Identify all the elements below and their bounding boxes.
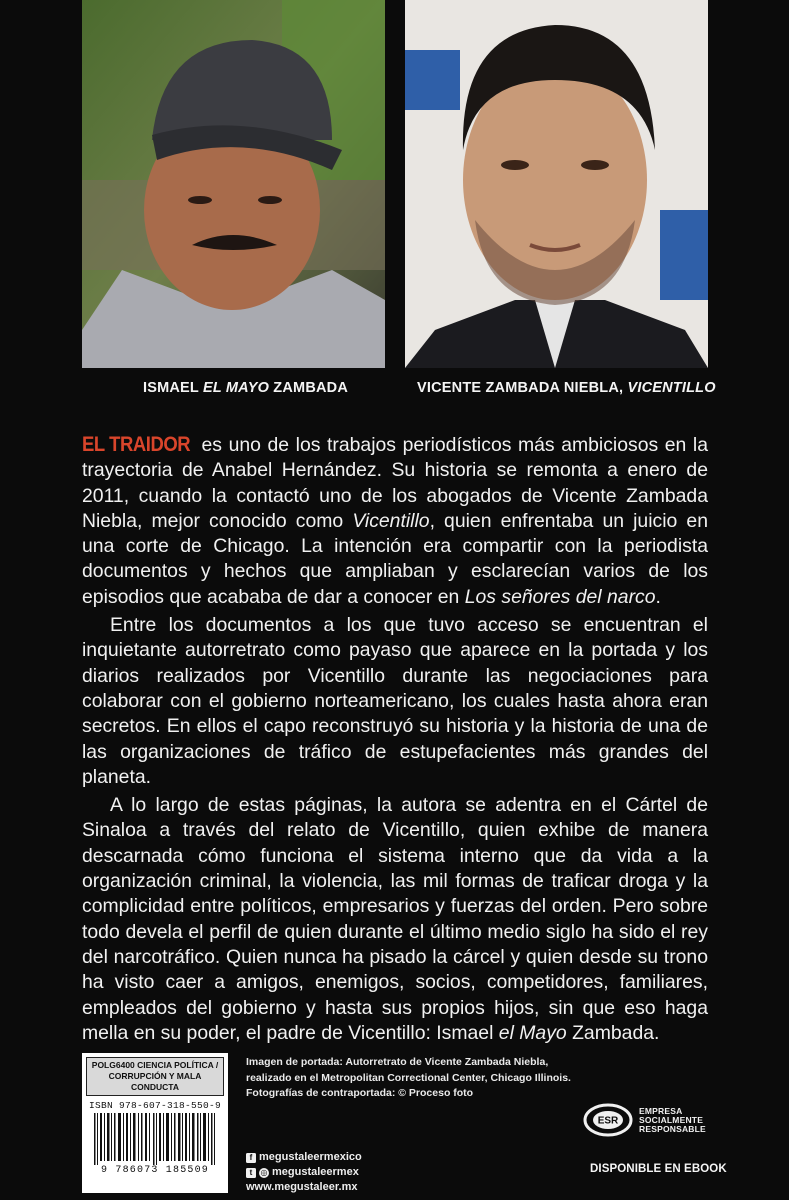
photo-ismael-zambada — [82, 0, 385, 368]
synopsis-paragraph-2: Entre los documentos a los que tuvo acceso se encuentran el inquietante autorretrato como payaso que aparece en la portada y los diarios realizados por Vicentillo durante las negociaciones para colaborar con el gobierno norteamericano, los cuales hasta ahora eran secretos. En ellos el capo reconstruyó su historia y la historia de una de las organizaciones de tráfico de estupefacientes más grandes del planeta. — [82, 614, 708, 788]
facebook-icon: f — [246, 1153, 256, 1163]
photo-vicente-zambada — [405, 0, 708, 368]
credits-line: Fotografías de contraportada: © Proceso foto — [246, 1087, 474, 1099]
back-cover-synopsis — [82, 432, 708, 1046]
credits-line: Imagen de portada: Autorretrato de Vicente Zambada Niebla, — [246, 1056, 549, 1068]
esr-badge — [583, 1102, 706, 1138]
synopsis-paragraph-3: A lo largo de estas páginas, la autora se adentra en el Cártel de Sinaloa a través del relato de Vicentillo, quien exhibe de manera descarnada cómo funciona el sistema interno que da vida a la organización criminal, la violencia, las mil formas de traficar droga y la complicidad entre políticos, empresarios y fuerzas del orden. Pero sobre todo devela el perfil de quien durante el último medio siglo ha sido el rey del narcotráfico. Quien nunca ha pisado la cárcel y quien desde su trono ha visto caer a amigos, enemigos, socios, competidores, familiares, empleados del gobierno y hasta sus propios hijos, sin que eso haga mella en su poder, el padre de Vicentillo: Ismael el Mayo Zambada. — [82, 794, 708, 1044]
caption-ismael-zambada: ISMAEL EL MAYO ZAMBADA — [143, 380, 348, 396]
instagram-icon: ◎ — [260, 1167, 268, 1177]
esr-label: EMPRESA SOCIALMENTE RESPONSABLE — [639, 1105, 706, 1134]
subject-category-label: POLG6400 CIENCIA POLÍTICA / CORRUPCIÓN Y MALA CONDUCTA — [86, 1057, 224, 1096]
credits-line: realizado en el Metropolitan Correctional Center, Chicago Illinois. — [246, 1071, 571, 1084]
barcode-icon — [92, 1113, 218, 1165]
website-link[interactable]: www.megustaleer.mx — [246, 1181, 358, 1193]
caption-vicente-zambada: VICENTE ZAMBADA NIEBLA, VICENTILLO — [417, 380, 716, 396]
twitter-icon: t — [246, 1168, 256, 1178]
isbn-barcode-box — [82, 1053, 228, 1193]
ebook-availability-label: DISPONIBLE EN EBOOK — [590, 1163, 727, 1175]
synopsis-paragraph-1: EL TRAIDOR es uno de los trabajos periodísticos más ambiciosos en la trayectoria de Anabel Hernández. Su historia se remonta a enero de 2011, cuando la contactó uno de los abogados de Vicente Zambada Niebla, mejor conocido como Vicentillo, quien enfrentaba un juicio en una corte de Chicago. La intención era compartir con la periodista documentos y hechos que ampliaban y esclarecían varios de los episodios que acababa de dar a conocer en Los señores del narco. — [82, 433, 708, 608]
esr-logo-icon — [583, 1102, 633, 1138]
image-credits — [246, 1055, 606, 1102]
isbn-label: ISBN 978-607-318-550-9 — [88, 1100, 222, 1111]
facebook-link[interactable]: f megustaleermexico — [246, 1150, 362, 1165]
svg-text:ESR: ESR — [597, 1115, 619, 1127]
twitter-instagram-link[interactable]: t ◎ megustaleermex — [246, 1165, 362, 1180]
book-title-word: EL TRAIDOR — [82, 433, 191, 456]
barcode-number: 9 786073 185509 — [100, 1165, 209, 1176]
publisher-social-links — [246, 1150, 362, 1195]
